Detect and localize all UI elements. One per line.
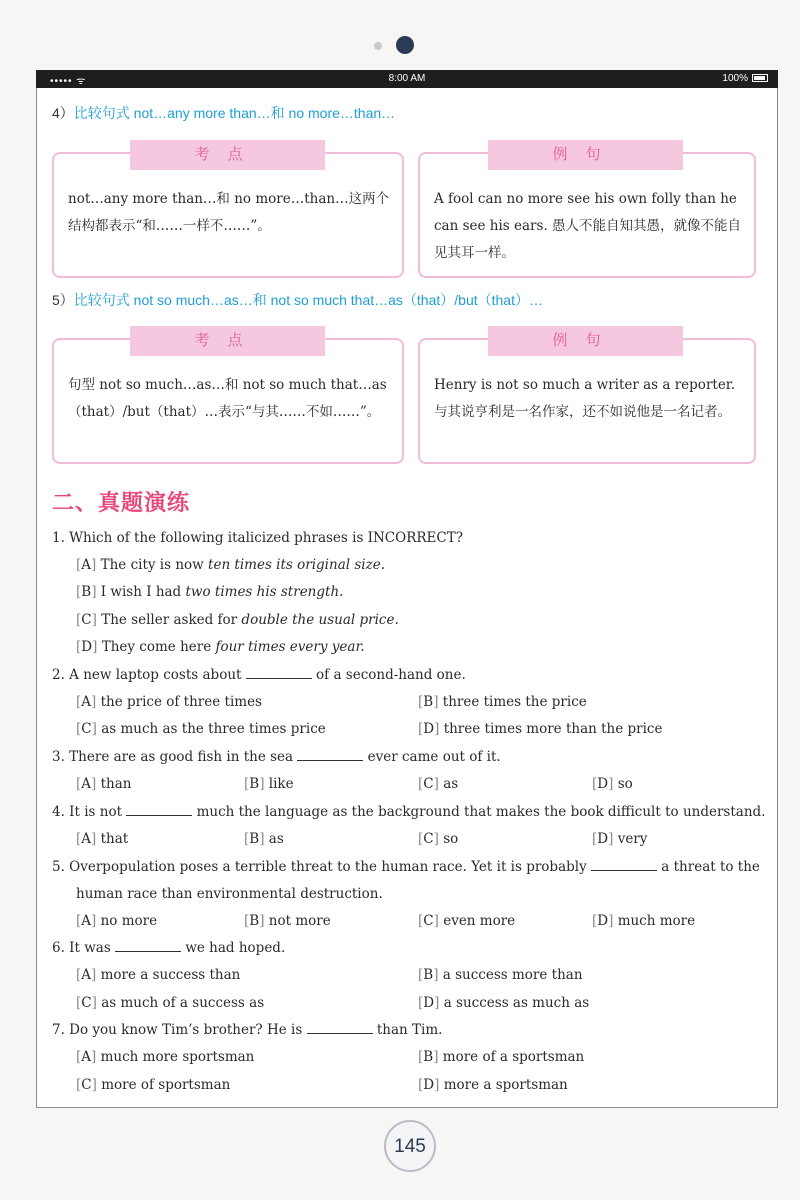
- question-3: 3. There are as good fish in the sea ever came out of it.: [52, 749, 501, 765]
- option-1d[interactable]: [D] They come here four times every year.: [76, 639, 365, 655]
- option-6a[interactable]: [A] more a success than: [76, 967, 241, 983]
- page-number: 145: [384, 1120, 436, 1172]
- status-bar: [36, 70, 778, 88]
- option-4b[interactable]: [B] as: [244, 831, 284, 847]
- question-7: 7. Do you know Tim’s brother? He is than Tim.: [52, 1022, 443, 1038]
- key-point-box: [52, 338, 404, 464]
- option-1a[interactable]: [A] The city is now ten times its original size.: [76, 557, 385, 573]
- option-4d[interactable]: [D] very: [592, 831, 648, 847]
- question-1: 1. Which of the following italicized phrases is INCORRECT?: [52, 530, 463, 546]
- page-indicator-dot[interactable]: [374, 42, 382, 50]
- option-7c[interactable]: [C] more of sportsman: [76, 1077, 231, 1093]
- option-7b[interactable]: [B] more of a sportsman: [418, 1049, 585, 1065]
- battery-percent: 100%: [722, 73, 748, 84]
- option-3d[interactable]: [D] so: [592, 776, 633, 792]
- example-tab: 例句: [488, 326, 683, 356]
- option-6c[interactable]: [C] as much of a success as: [76, 995, 265, 1011]
- key-point-tab: 考点: [130, 140, 325, 170]
- option-1b[interactable]: [B] I wish I had two times his strength.: [76, 584, 344, 600]
- section-4-heading: [52, 103, 395, 123]
- section-title: 比较句式 not so much…as…和 not so much that…as（that）/but（that）…: [73, 292, 543, 308]
- status-time: 8:00 AM: [388, 73, 426, 84]
- page-indicator-dot-active[interactable]: [396, 36, 414, 54]
- question-6: 6. It was we had hoped.: [52, 940, 286, 956]
- option-3a[interactable]: [A] than: [76, 776, 132, 792]
- key-point-box: [52, 152, 404, 278]
- answer-blank[interactable]: [297, 748, 363, 761]
- practice-heading: 二、真题演练: [52, 490, 191, 515]
- example-text: A fool can no more see his own folly than he can see his ears. 愚人不能自知其愚，就像不能自见其耳一样。: [434, 191, 742, 261]
- option-1c[interactable]: [C] The seller asked for double the usual price.: [76, 612, 399, 628]
- section-number: 5）: [52, 292, 74, 308]
- answer-blank[interactable]: [591, 858, 657, 871]
- example-box: [418, 338, 756, 464]
- answer-blank[interactable]: [307, 1021, 373, 1034]
- section-5-heading: [52, 290, 543, 310]
- option-5c[interactable]: [C] even more: [418, 913, 516, 929]
- example-box: [418, 152, 756, 278]
- option-2d[interactable]: [D] three times more than the price: [418, 721, 663, 737]
- question-5: 5. Overpopulation poses a terrible threat to the human race. Yet it is probably a threat to the: [52, 859, 760, 875]
- option-7a[interactable]: [A] much more sportsman: [76, 1049, 255, 1065]
- question-2: 2. A new laptop costs about of a second-hand one.: [52, 667, 466, 683]
- answer-blank[interactable]: [126, 803, 192, 816]
- question-4: 4. It is not much the language as the background that makes the book difficult to understand.: [52, 804, 766, 820]
- option-2c[interactable]: [C] as much as the three times price: [76, 721, 326, 737]
- option-3c[interactable]: [C] as: [418, 776, 459, 792]
- answer-blank[interactable]: [115, 939, 181, 952]
- option-7d[interactable]: [D] more a sportsman: [418, 1077, 568, 1093]
- section-title: 比较句式 not…any more than…和 no more…than…: [73, 105, 396, 121]
- example-text: Henry is not so much a writer as a reporter. 与其说亨利是一名作家，还不如说他是一名记者。: [434, 377, 736, 420]
- option-4c[interactable]: [C] so: [418, 831, 459, 847]
- option-6d[interactable]: [D] a success as much as: [418, 995, 590, 1011]
- section-number: 4）: [52, 105, 74, 121]
- key-point-text: 句型 not so much…as…和 not so much that…as（that）/but（that）…表示“与其……不如……”。: [68, 377, 387, 420]
- option-4a[interactable]: [A] that: [76, 831, 129, 847]
- option-2b[interactable]: [B] three times the price: [418, 694, 587, 710]
- option-5a[interactable]: [A] no more: [76, 913, 158, 929]
- option-6b[interactable]: [B] a success more than: [418, 967, 583, 983]
- option-3b[interactable]: [B] like: [244, 776, 294, 792]
- signal-icon: ••••• ᯤ: [50, 76, 87, 87]
- answer-blank[interactable]: [246, 666, 312, 679]
- option-5b[interactable]: [B] not more: [244, 913, 331, 929]
- example-tab: 例句: [488, 140, 683, 170]
- question-5-continued: human race than environmental destruction.: [76, 886, 383, 902]
- option-2a[interactable]: [A] the price of three times: [76, 694, 262, 710]
- battery-icon: [752, 74, 768, 82]
- key-point-text: not…any more than…和 no more…than…这两个结构都表示“和……一样不……”。: [68, 191, 390, 234]
- key-point-tab: 考点: [130, 326, 325, 356]
- option-5d[interactable]: [D] much more: [592, 913, 696, 929]
